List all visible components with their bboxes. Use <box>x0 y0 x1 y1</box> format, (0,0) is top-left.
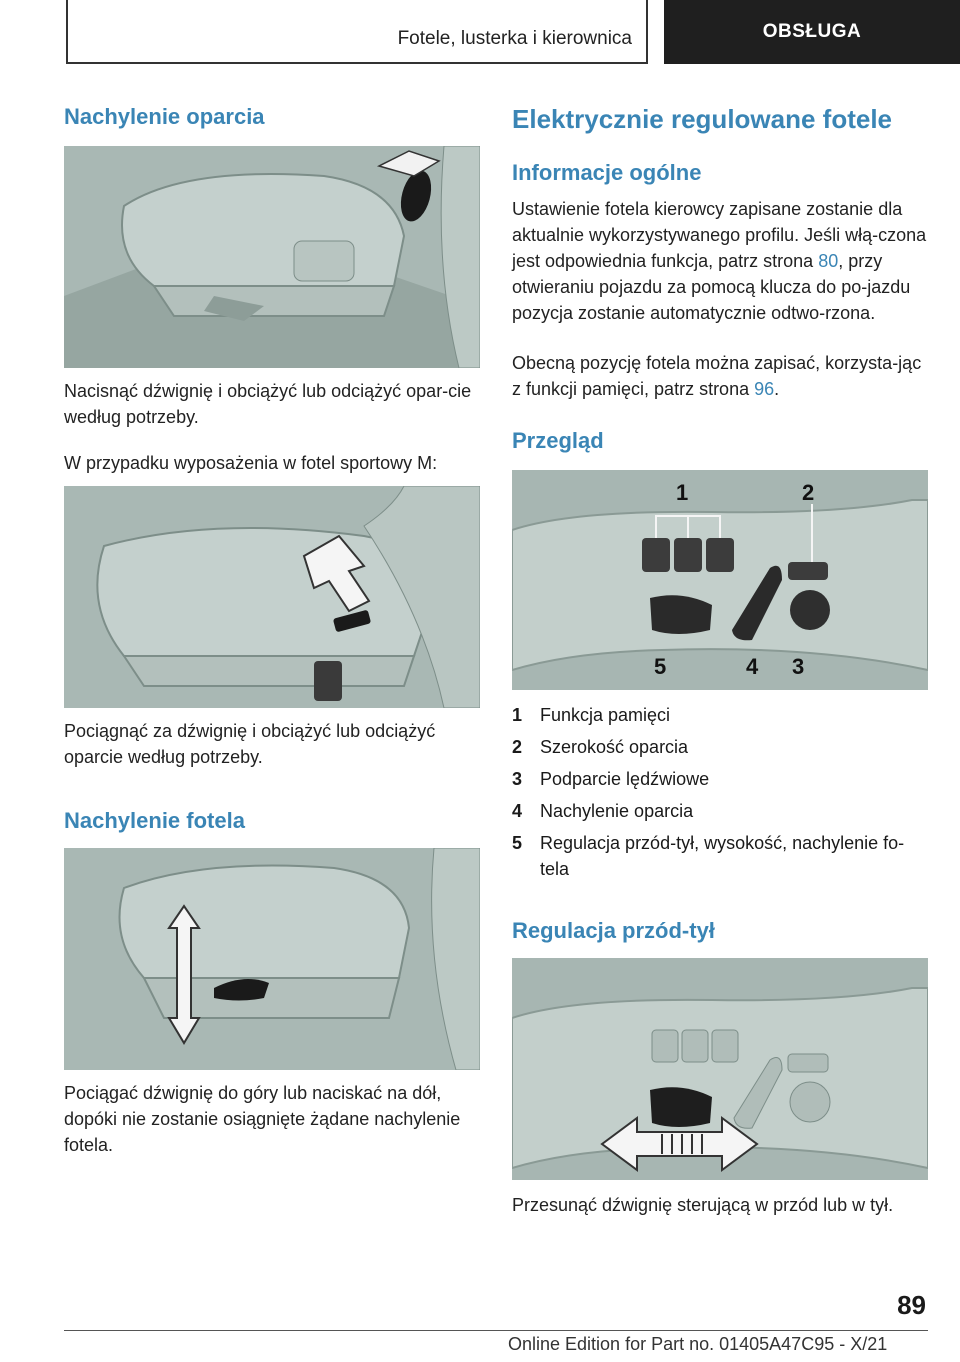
tilt-heading: Nachylenie fotela <box>64 808 245 833</box>
overview-heading: Przegląd <box>512 428 604 453</box>
callout-4: 4 <box>746 654 759 679</box>
page-number: 89 <box>897 1290 926 1320</box>
backrest-heading: Nachylenie oparcia <box>64 104 265 129</box>
page-link-96[interactable]: 96 <box>754 379 775 399</box>
callout-5: 5 <box>654 654 667 679</box>
legend-item: 1 Funkcja pamięci <box>512 705 671 725</box>
main-heading: Elektrycznie regulowane fotele <box>512 104 893 134</box>
sport-seat-figure <box>64 486 480 708</box>
seat-controls-overview-figure <box>512 470 928 690</box>
callout-1: 1 <box>676 480 689 505</box>
controls-legend <box>512 702 928 888</box>
legend-item: 5 Regulacja przód-tył, wysokość, nachylenie fo-tela <box>512 833 905 879</box>
foreaft-text: Przesunąć dźwignię sterującą w przód lub w tył. <box>512 1195 894 1215</box>
seat-tilt-figure <box>64 848 480 1070</box>
general-heading: Informacje ogólne <box>512 160 702 185</box>
foreaft-heading: Regulacja przód-tył <box>512 918 715 943</box>
general-text-1: Ustawienie fotela kierowcy zapisane zostanie dla aktualnie wykorzystywanego profilu. Jeśli włą-czona jest odpowiednia funkcja, patrz strona 80, przy otwieraniu pojazdu za pomocą klucza do po-jazdu pozycja zostanie automatycznie odtwo-rzona. <box>512 199 927 323</box>
backrest-lever-figure <box>64 146 480 368</box>
section-title: Fotele, lusterka i kierownica <box>397 28 632 49</box>
callout-2: 2 <box>802 480 815 505</box>
backrest-text-2: W przypadku wyposażenia w fotel sportowy M: <box>64 453 438 473</box>
fore-aft-figure <box>512 958 928 1180</box>
chapter-tab: OBSŁUGA <box>664 0 960 64</box>
legend-item: 2 Szerokość oparcia <box>512 737 689 757</box>
tilt-text: Pociągać dźwignię do góry lub naciskać na dół, dopóki nie zostanie osiągnięte żądane nachylenie fotela. <box>64 1083 461 1155</box>
footer-divider <box>64 1330 928 1331</box>
legend-item: 3 Podparcie lędźwiowe <box>512 769 710 789</box>
backrest-text-3: Pociągnąć za dźwignię i obciążyć lub odciążyć oparcie według potrzeby. <box>64 721 436 767</box>
footer-edition: Online Edition for Part no. 01405A47C95 - X/21 <box>508 1334 888 1354</box>
general-text-2: Obecną pozycję fotela można zapisać, korzysta-jąc z funkcji pamięci, patrz strona 96. <box>512 353 922 399</box>
callout-3: 3 <box>792 654 805 679</box>
page-link-80[interactable]: 80 <box>818 251 839 271</box>
header-box <box>66 0 648 64</box>
backrest-text-1: Nacisnąć dźwignię i obciążyć lub odciążyć opar-cie według potrzeby. <box>64 381 472 427</box>
legend-item: 4 Nachylenie oparcia <box>512 801 694 821</box>
